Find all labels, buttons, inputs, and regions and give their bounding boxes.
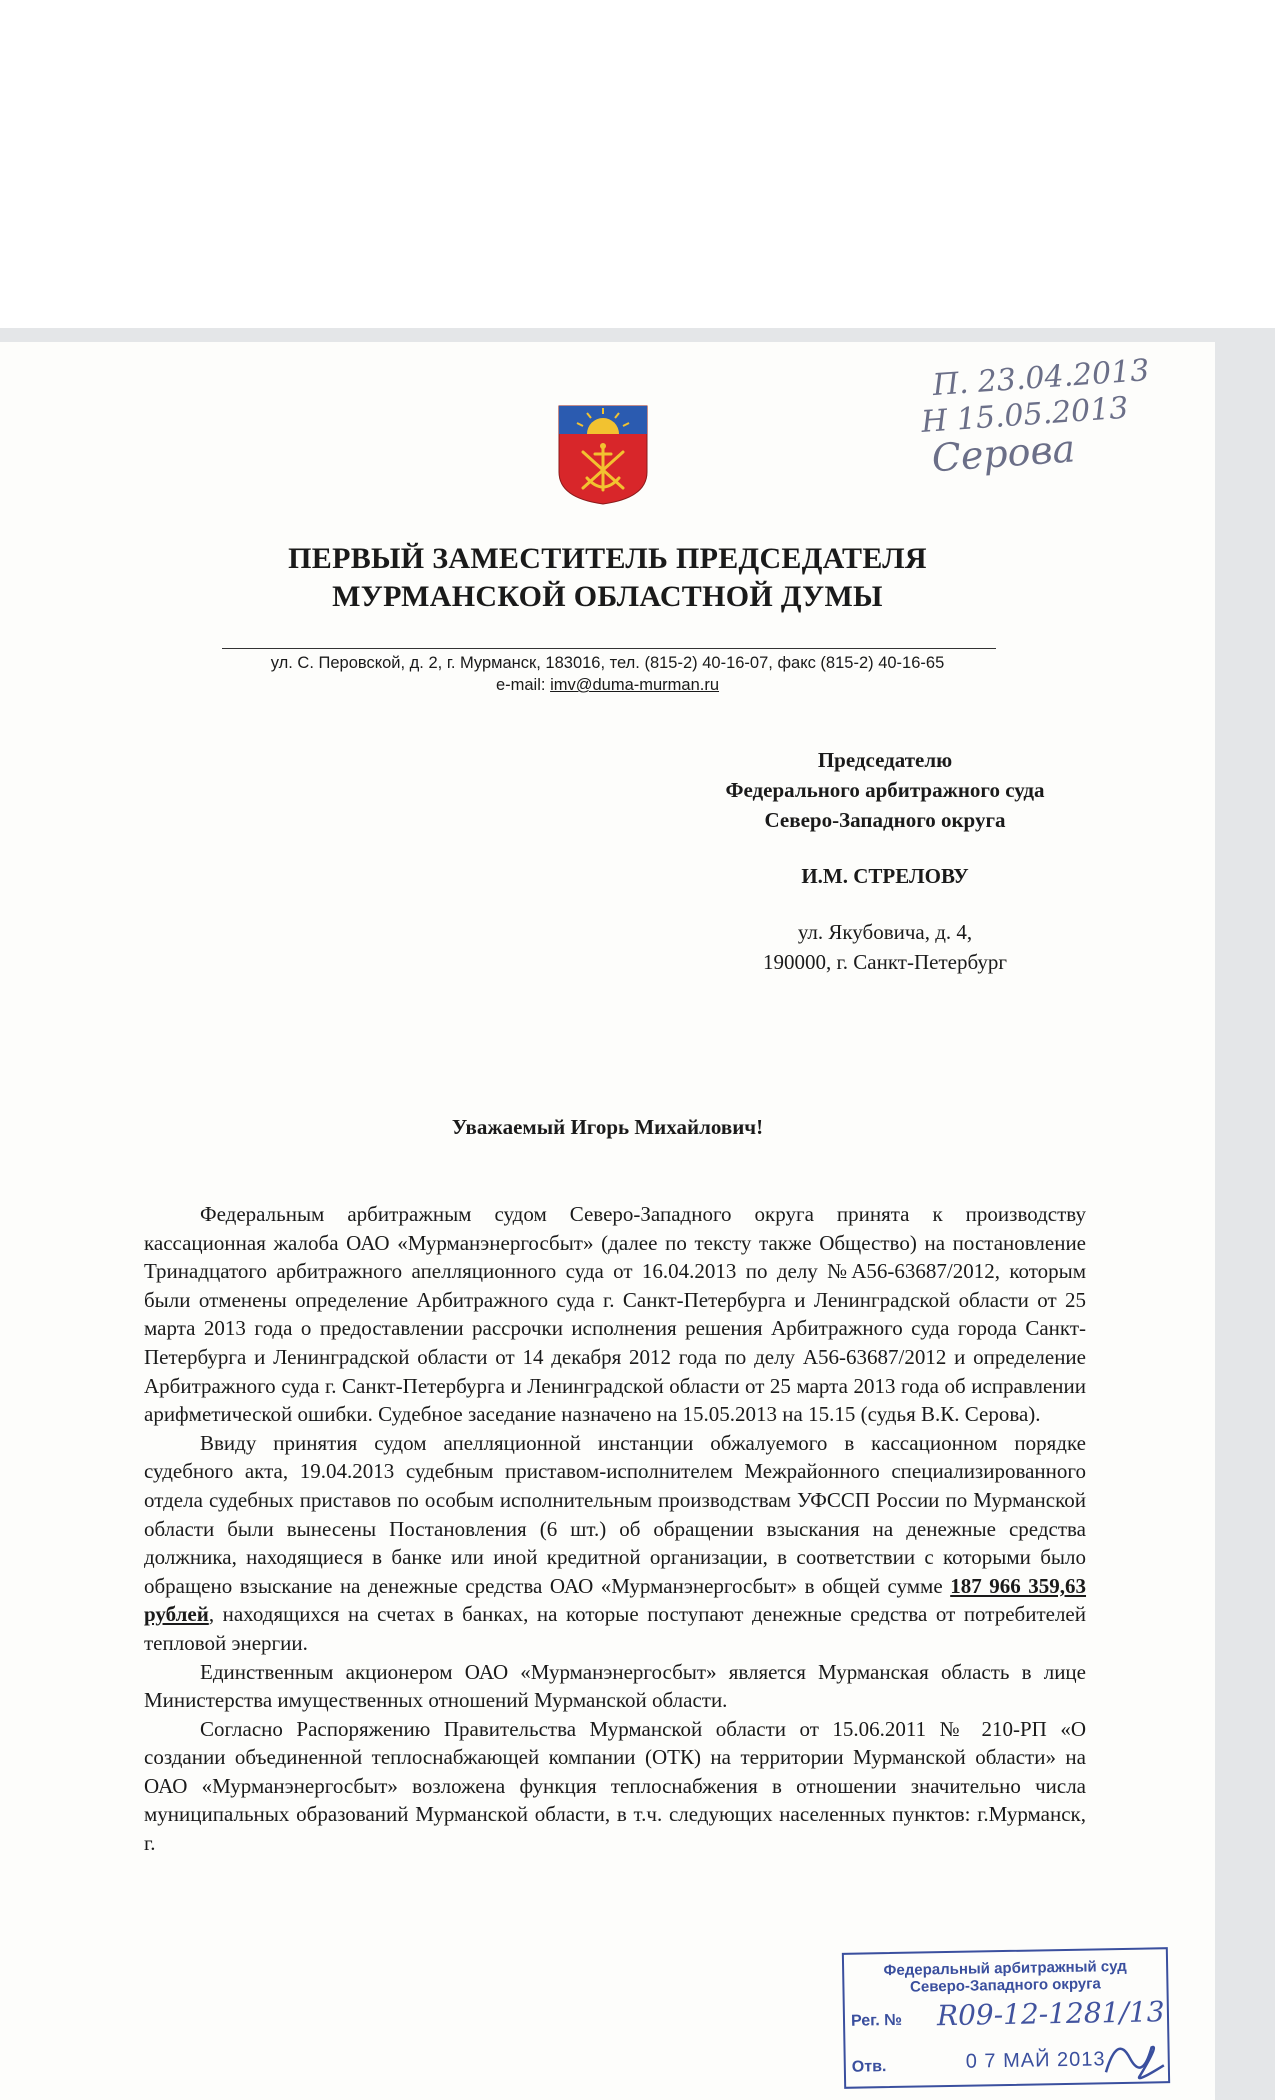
letterhead-divider bbox=[222, 648, 996, 649]
handwritten-signature: Серова bbox=[930, 426, 1077, 481]
addressee-city: 190000, г. Санкт-Петербург bbox=[763, 950, 1007, 974]
addressee-name: И.М. СТРЕЛОВУ bbox=[801, 864, 969, 888]
body-paragraph-2 bbox=[144, 1429, 1086, 1658]
stamp-out-label: Отв. bbox=[851, 2058, 887, 2076]
letterhead-title-line-2: МУРМАНСКОЙ ОБЛАСТНОЙ ДУМЫ bbox=[332, 580, 883, 613]
letterhead-title-line-1: ПЕРВЫЙ ЗАМЕСТИТЕЛЬ ПРЕДСЕДАТЕЛЯ bbox=[288, 542, 927, 575]
handwritten-note bbox=[920, 352, 1169, 481]
addressee-block bbox=[660, 745, 1110, 977]
body-paragraph-3: Единственным акционером ОАО «Мурманэнергосбыт» является Мурманская область в лице Министерства имущественных отношений Мурманской области. bbox=[144, 1659, 1086, 1713]
addressee-line-2: Федерального арбитражного суда bbox=[725, 778, 1045, 802]
letterhead-title bbox=[0, 540, 1215, 616]
letter-body bbox=[144, 1200, 1086, 1858]
body-paragraph-1: Федеральным арбитражным судом Северо-Западного округа принята к производству кассационная жалоба ОАО «Мурманэнергосбыт» (далее по тексту также Общество) на постановление Тринадцатого арбитражного апелляционного суда от 16.04.2013 по делу №А56-63687/2012, которым были отменены определение Арбитражного суда г. Санкт-Петербурга и Ленинградской области от 25 марта 2013 года о предоставлении рассрочки исполнения решения Арбитражного суда города Санкт-Петербурга и Ленинградской области от 14 декабря 2012 года по делу А56-63687/2012 и определение Арбитражного суда г. Санкт-Петербурга и Ленинградской области от 25 марта 2013 года об исправлении арифметической ошибки. Судебное заседание назначено на 15.05.2013 на 15.15 (судья В.К. Серова). bbox=[144, 1202, 1086, 1427]
letter-greeting: Уважаемый Игорь Михайлович! bbox=[451, 1115, 764, 1139]
signature-icon bbox=[1099, 2027, 1170, 2086]
letterhead-address: ул. С. Перовской, д. 2, г. Мурманск, 183016, тел. (815-2) 40-16-07, факс (815-2) 40-16-65 bbox=[270, 654, 945, 672]
letterhead-email-row bbox=[0, 674, 1215, 696]
coat-of-arms-icon bbox=[557, 404, 649, 506]
email-label: e-mail: bbox=[495, 676, 551, 694]
letterhead-contacts bbox=[0, 652, 1215, 696]
body-paragraph-4: Согласно Распоряжению Правительства Мурманской области от 15.06.2011 № 210-РП «О создании объединенной теплоснабжающей компании (ОТК) на территории Мурманской области» на ОАО «Мурманэнергосбыт» возложена функция теплоснабжения в отношении значительно числа муниципальных образований Мурманской области, в т.ч. следующих населенных пунктов: г.Мурманск, г. bbox=[144, 1716, 1086, 1856]
handwritten-line-2: Н 15.05.2013 bbox=[920, 390, 1130, 440]
stamp-line-2: Северо-Западного округа bbox=[909, 1975, 1101, 1996]
handwritten-line-1: П. 23.04.2013 bbox=[931, 353, 1151, 404]
addressee-line-1: Председателю bbox=[817, 748, 953, 772]
stamp-date: 0 7 МАЙ 2013 bbox=[965, 2048, 1106, 2073]
stamp-reg-label: Рег. № bbox=[850, 2011, 903, 2030]
court-registration-stamp bbox=[842, 1947, 1170, 2089]
penalty-amount: 187 966 359,63 рублей bbox=[144, 1573, 1087, 1627]
body-paragraph-2-end: , находящихся на счетах в банках, на которые поступают денежные средства от потребителей тепловой энергии. bbox=[144, 1602, 1086, 1655]
stamp-reg-number: R09-12-1281/13 bbox=[936, 1995, 1165, 2033]
stamp-line-1: Федеральный арбитражный суд bbox=[883, 1957, 1127, 1980]
addressee-street: ул. Якубовича, д. 4, bbox=[797, 920, 973, 944]
body-paragraph-2-start: Ввиду принятия судом апелляционной инстанции обжалуемого в кассационном порядке судебного акта, 19.04.2013 судебным приставом-исполнителем Межрайонного специализированного отдела судебных приставов по особым исполнительным производствам УФССП России по Мурманской области были вынесены Постановления (6 шт.) об обращении взыскания на денежные средства должника, находящиеся в банке или иной кредитной организации, в соответствии с которыми было обращено взыскание на денежные средства ОАО «Мурманэнергосбыт» в общей сумме bbox=[144, 1430, 1086, 1598]
addressee-line-3: Северо-Западного округа bbox=[764, 808, 1006, 832]
email-link[interactable]: imv@duma-murman.ru bbox=[550, 676, 720, 694]
